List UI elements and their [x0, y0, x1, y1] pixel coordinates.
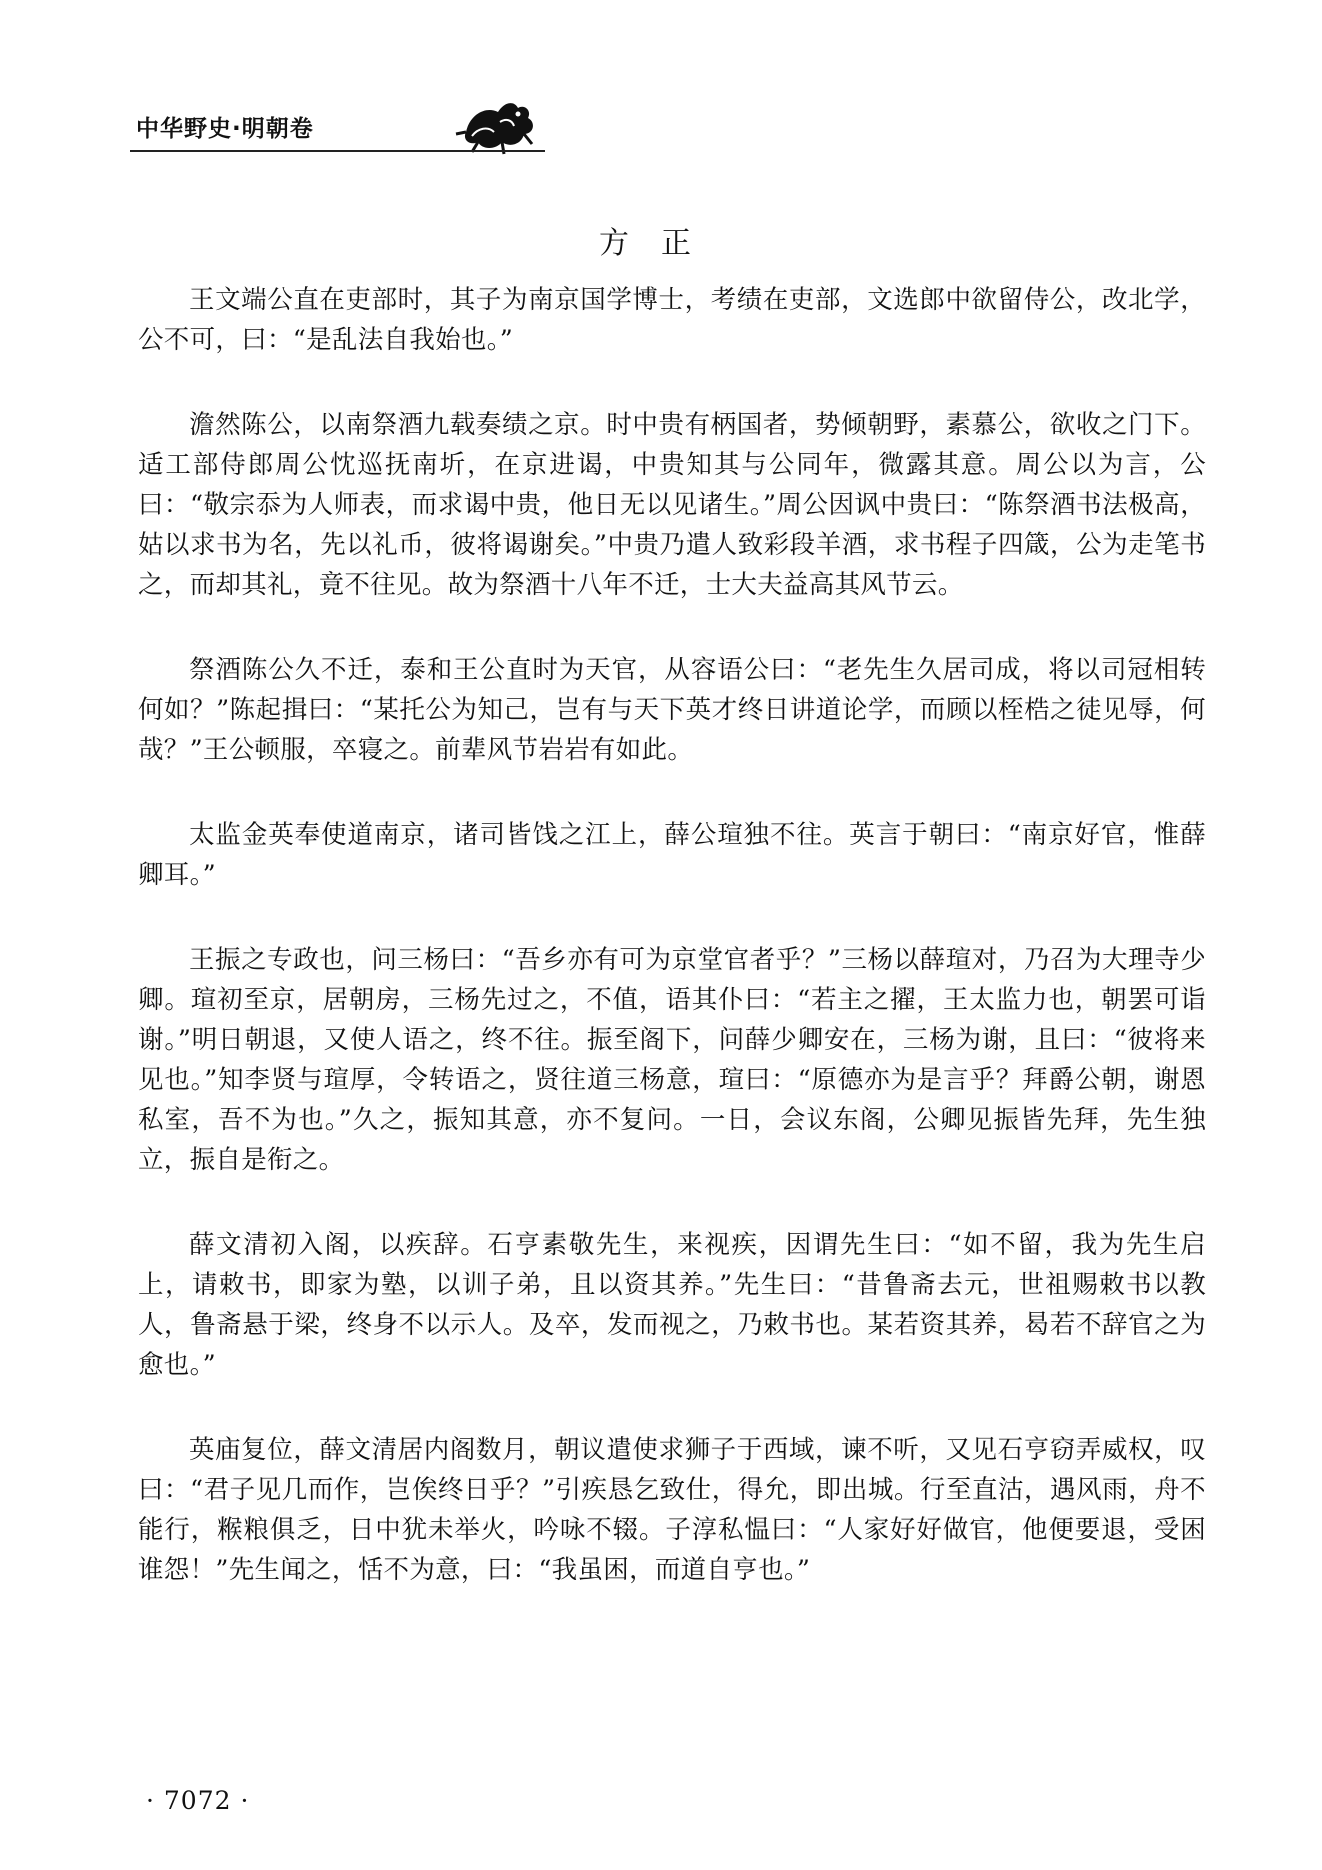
series-title: 中华野史·明朝卷 [136, 116, 314, 142]
chapter-title: 方正 [599, 226, 723, 261]
running-header [122, 92, 552, 158]
paragraph: 薛文清初入阁，以疾辞。石亨素敬先生，来视疾，因谓先生曰：“如不留，我为先生启上，请敕书，即家为塾，以训子弟，且以资其养。”先生曰：“昔鲁斋去元，世祖赐敕书以教人，鲁斋悬于梁，终身不以示人。及卒，发而视之，乃敕书也。某若资其养，曷若不辞官之为愈也。” [138, 1230, 1206, 1380]
paragraph: 王振之专政也，问三杨曰：“吾乡亦有可为京堂官者乎？”三杨以薛瑄对，乃召为大理寺少卿。瑄初至京，居朝房，三杨先过之，不值，语其仆曰：“若主之擢，王太监力也，朝罢可诣谢。”明日朝退，又使人语之，终不往。振至阁下，问薛少卿安在，三杨为谢，且曰：“彼将来见也。”知李贤与瑄厚，令转语之，贤往道三杨意，瑄曰：“原德亦为是言乎？拜爵公朝，谢恩私室，吾不为也。”久之，振知其意，亦不复问。一日，会议东阁，公卿见振皆先拜，先生独立，振自是衔之。 [138, 945, 1206, 1175]
paragraph: 澹然陈公，以南祭酒九载奏绩之京。时中贵有柄国者，势倾朝野，素慕公，欲收之门下。适工部侍郎周公忱巡抚南圻，在京进谒，中贵知其与公同年，微露其意。周公以为言，公曰：“敬宗忝为人师表，而求谒中贵，他日无以见诸生。”周公因讽中贵曰：“陈祭酒书法极高，姑以求书为名，先以礼币，彼将谒谢矣。”中贵乃遣人致彩段羊酒，求书程子四箴，公为走笔书之，而却其礼，竟不往见。故为祭酒十八年不迁，士大夫益高其风节云。 [138, 410, 1206, 600]
header-rule [130, 150, 545, 152]
body-text [138, 280, 1206, 1635]
paragraph: 王文端公直在吏部时，其子为南京国学博士，考绩在吏部，文选郎中欲留侍公，改北学，公不可，曰：“是乱法自我始也。” [138, 285, 1206, 355]
paragraph: 太监金英奉使道南京，诸司皆饯之江上，薛公瑄独不往。英言于朝曰：“南京好官，惟薛卿耳。” [138, 820, 1206, 890]
paragraph: 英庙复位，薛文清居内阁数月，朝议遣使求狮子于西域，谏不听，又见石亨窃弄威权，叹曰：“君子见几而作，岂俟终日乎？”引疾恳乞致仕，得允，即出城。行至直沽，遇风雨，舟不能行，糇粮俱乏，日中犹未举火，吟咏不辍。子淳私愠曰：“人家好好做官，他便要退，受困谁怨！”先生闻之，恬不为意，曰：“我虽困，而道自亨也。” [138, 1435, 1206, 1585]
page-number: · 7072 · [146, 1786, 250, 1815]
dragon-emblem-icon [452, 92, 542, 158]
paragraph: 祭酒陈公久不迁，泰和王公直时为天官，从容语公曰：“老先生久居司成，将以司冠相转何如？”陈起揖曰：“某托公为知己，岂有与天下英才终日讲道论学，而顾以桎梏之徒见辱，何哉？”王公顿服，卒寝之。前辈风节岩岩有如此。 [138, 655, 1206, 765]
